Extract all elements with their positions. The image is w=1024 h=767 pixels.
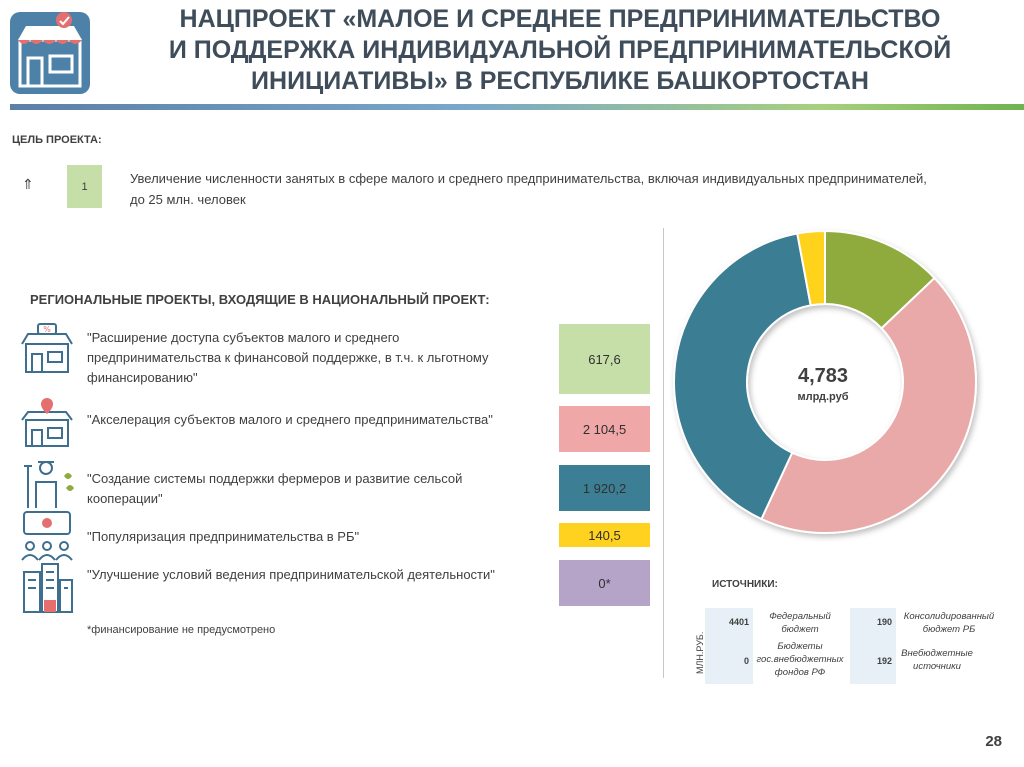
project-value: 2 104,5	[559, 406, 650, 452]
donut-chart	[665, 222, 985, 542]
goal-number-badge: 1	[67, 165, 102, 208]
project-text: "Создание системы поддержки фермеров и развитие сельсой кооперации"	[87, 471, 463, 506]
goal-text: Увеличение численности занятых в сфере малого и среднего предпринимательства, включая индивидуальных предпринимателей, до 25 млн. человек	[130, 171, 927, 207]
farmer-icon	[18, 458, 76, 510]
source-value: 4401	[728, 617, 749, 627]
audience-presentation-icon	[18, 510, 76, 562]
title-line: НАЦПРОЕКТ «МАЛОЕ И СРЕДНЕЕ ПРЕДПРИНИМАТЕЛЬСТВО	[179, 5, 941, 33]
page-title	[100, 4, 1020, 97]
page-number: 28	[985, 733, 1002, 750]
vertical-divider	[663, 228, 664, 678]
sources-header: ИСТОЧНИКИ:	[712, 579, 778, 590]
title-line: И ПОДДЕРЖКА ИНДИВИДУАЛЬНОЙ ПРЕДПРИНИМАТЕЛЬСКОЙ	[168, 36, 952, 64]
project-text: "Акселерация субъектов малого и среднего предпринимательства"	[87, 412, 493, 427]
source-label: Внебюджетные источники	[901, 648, 973, 672]
shop-discount-icon	[18, 322, 76, 374]
project-value: 617,6	[559, 324, 650, 394]
sources-value-column-right	[850, 608, 896, 684]
sources-unit: МЛН.РУБ.	[695, 631, 705, 674]
source-value: 192	[876, 656, 892, 666]
source-label: Консолидированный бюджет РБ	[903, 611, 995, 635]
goal-header: ЦЕЛЬ ПРОЕКТА:	[12, 134, 102, 146]
title-line: ИНИЦИАТИВЫ» В РЕСПУБЛИКЕ БАШКОРТОСТАН	[251, 67, 869, 95]
svg-text:%: %	[43, 325, 51, 334]
source-value: 0	[743, 656, 749, 666]
project-text: "Улучшение условий ведения предпринимательской деятельности"	[87, 567, 495, 582]
source-value: 190	[876, 617, 892, 627]
project-text: "Расширение доступа субъектов малого и среднего предпринимательства к финансовой поддержке, в т.ч. к льготному финансированию"	[87, 330, 489, 385]
sources-value-column-left	[705, 608, 753, 684]
footnote: *финансирование не предусмотрено	[87, 624, 276, 636]
storefront-like-icon	[8, 10, 92, 96]
header-divider	[10, 104, 1024, 110]
project-value: 140,5	[559, 523, 650, 547]
donut-center-unit: млрд.руб	[797, 391, 849, 403]
project-text: "Популяризация предпринимательства в РБ"	[87, 529, 360, 544]
donut-center-value: 4,783	[797, 365, 849, 387]
up-arrow-icon: ⇑	[22, 176, 34, 192]
regional-projects-header: РЕГИОНАЛЬНЫЕ ПРОЕКТЫ, ВХОДЯЩИЕ В НАЦИОНАЛЬНЫЙ ПРОЕКТ:	[30, 292, 490, 307]
shop-location-icon	[18, 396, 76, 448]
project-value: 0*	[559, 560, 650, 606]
city-buildings-icon	[18, 562, 76, 614]
source-label: Федеральный бюджет	[769, 611, 831, 635]
project-value: 1 920,2	[559, 465, 650, 511]
source-label: Бюджеты гос.внебюджетных фондов РФ	[756, 641, 844, 678]
